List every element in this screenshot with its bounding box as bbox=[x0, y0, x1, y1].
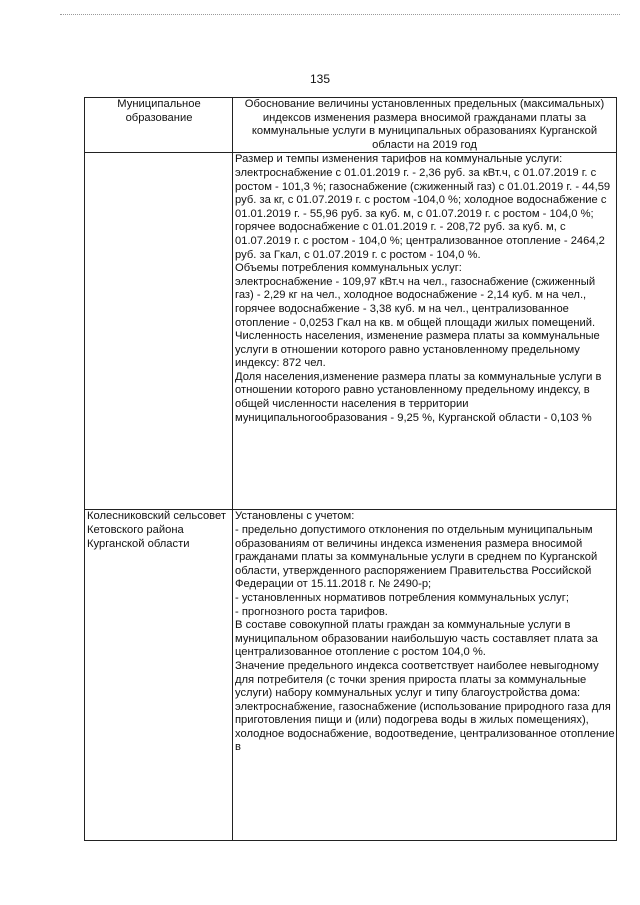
paragraph: - прогнозного роста тарифов. bbox=[235, 605, 388, 618]
row1-justification-cell bbox=[233, 153, 617, 510]
table-row bbox=[85, 153, 617, 510]
paragraph: Размер и темпы изменения тарифов на коммунальные услуги: bbox=[235, 153, 563, 166]
scan-artifact-line bbox=[60, 14, 620, 15]
row2-justification-cell bbox=[233, 510, 617, 841]
header-municipality: Муниципальное образование bbox=[85, 98, 233, 153]
paragraph: - установленных нормативов потребления коммунальных услуг; bbox=[235, 591, 569, 604]
paragraph: Значение предельного индекса соответствует наиболее невыгодному для потребителя (с точки зрения прироста платы за коммунальные услуги) набору коммунальных услуг и типу благоустройства дома: bbox=[235, 659, 599, 700]
paragraph: В составе совокупной платы граждан за коммунальные услуги в муниципальном образовании наибольшую часть составляет плата за централизованное отопление с ростом 104,0 %. bbox=[235, 619, 598, 659]
table-row bbox=[85, 510, 617, 841]
row2-municipality-cell: Колесниковский сельсовет Кетовского района Курганской области bbox=[85, 510, 233, 841]
row1-municipality-cell bbox=[85, 153, 233, 510]
table-header-row bbox=[85, 98, 617, 153]
page-number: 135 bbox=[309, 72, 331, 86]
paragraph: Доля населения,изменение размера платы за коммунальные услуги в отношении которого равно установленному предельному индексу, в общей численности населения в территории муниципальногообразования - 9,25 %, Курганской области - 0,103 % bbox=[235, 370, 602, 424]
paragraph: электроснабжение с 01.01.2019 г. - 2,36 руб. за кВт.ч, с 01.07.2019 г. с ростом - 101,3 %; газоснабжение (сжиженный газ) с 01.01.2019 г. - 44,59 руб. за кг, с 01.07.2019 г. с ростом -104,0 %; холодное водоснабжение с 01.01.2019 г. - 55,96 руб. за куб. м, с 01.07.2019 г. с ростом - 104,0 %; горячее водоснабжение с 01.01.2019 г. - 208,72 руб. за куб. м, с 01.07.2019 г. с ростом - 104,0 %; централизованное отопление - 2464,2 руб. за Гкал, с 01.07.2019 г. с ростом - 104,0 %. bbox=[235, 166, 611, 261]
paragraph: - предельно допустимого отклонения по отдельным муниципальным образованиям от величины индекса изменения размера вносимой гражданами платы за коммунальные услуги в среднем по Курганской области, утвержденного распоряжением Правительства Российской Федерации от 15.11.2018 г. № 2490-р; bbox=[235, 523, 598, 591]
paragraph: электроснабжение, газоснабжение (использование природного газа для приготовления пищи и (или) подогрева воды в жилых помещениях), холодное водоснабжение, водоотведение, централизованное отопление в bbox=[235, 700, 615, 754]
paragraph: Численность населения, изменение размера платы за коммунальные услуги в отношении которого равно установленному предельному индексу: 872 чел. bbox=[235, 330, 600, 370]
paragraph: Объемы потребления коммунальных услуг: bbox=[235, 262, 462, 275]
justification-table bbox=[84, 97, 617, 841]
paragraph: Установлены с учетом: bbox=[235, 510, 355, 523]
paragraph: электроснабжение - 109,97 кВт.ч на чел., газоснабжение (сжиженный газ) - 2,29 кг на чел., холодное водоснабжение - 2,14 куб. м на чел., горячее водоснабжение - 3,38 куб. м на чел., централизованное отопление - 0,0253 Гкал на кв. м общей площади жилых помещений. bbox=[235, 275, 596, 329]
header-justification: Обоснование величины установленных предельных (максимальных) индексов изменения размера вносимой гражданами платы за коммунальные услуги в муниципальных образованиях Курганской области на 2019 год bbox=[233, 98, 617, 153]
